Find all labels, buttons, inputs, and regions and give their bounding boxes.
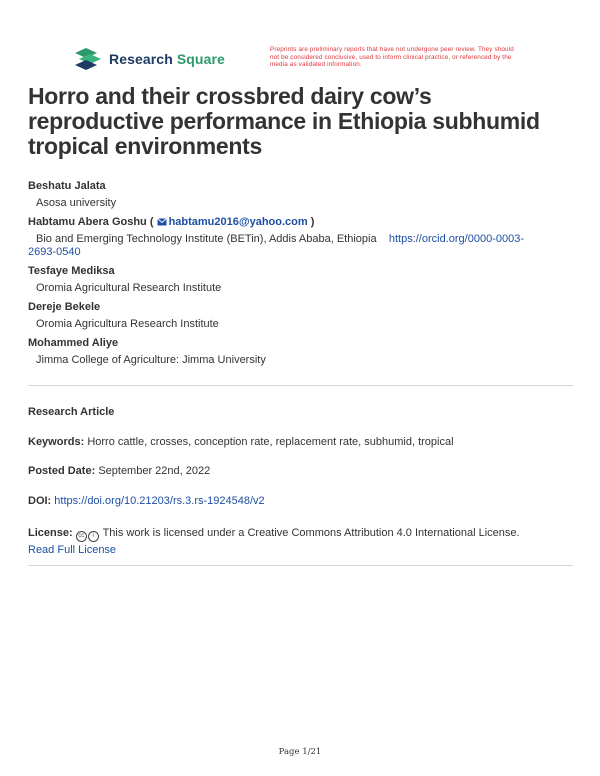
keywords-line: Keywords: Horro cattle, crosses, conception rate, replacement rate, subhumid, tropical [28,436,454,448]
author-affiliation: Jimma College of Agriculture: Jimma University [36,354,266,366]
cc-icon: cc [76,531,87,542]
author-name: Beshatu Jalata [28,180,106,192]
read-license-link[interactable]: Read Full License [28,544,117,556]
paper-title: Horro and their crossbred dairy cow’s reproductive performance in Ethiopia subhumid tropical environments [28,83,540,159]
research-square-logo[interactable] [73,44,225,74]
author-affiliation: Oromia Agricultural Research Institute [36,282,222,294]
article-type: Research Article [28,406,115,418]
author-affiliation: Bio and Emerging Technology Institute (BETin), Addis Ababa, Ethiopia https://orcid.org/0000-0003- 2693-0540 [28,233,524,258]
author-name: Tesfaye Mediksa [28,265,115,277]
author-email-link[interactable]: habtamu2016@yahoo.com [157,216,308,228]
logo-wordmark: Research Square [109,51,225,67]
posted-date-line: Posted Date: September 22nd, 2022 [28,465,211,477]
page-number: Page 1/21 [278,747,322,757]
attribution-icon: i [88,531,99,542]
section-divider [28,385,573,386]
author-name: Habtamu Abera Goshu ( habtamu2016@yahoo.com ) [28,216,315,228]
author-name: Dereje Bekele [28,301,101,313]
doi-line: DOI: https://doi.org/10.21203/rs.3.rs-1924548/v2 [28,495,265,507]
envelope-icon [157,218,167,226]
section-divider [28,565,573,566]
doi-link[interactable]: https://doi.org/10.21203/rs.3.rs-1924548/v2 [54,495,265,507]
research-square-logo-icon [73,44,103,74]
author-affiliation: Asosa university [36,197,117,209]
author-name: Mohammed Aliye [28,337,119,349]
orcid-link-continued[interactable]: 2693-0540 [28,246,81,258]
author-list [28,180,573,373]
license-line: License: cc i This work is licensed under a Creative Commons Attribution 4.0 International License. Read Full License [28,527,520,556]
author-affiliation: Oromia Agricultura Research Institute [36,318,219,330]
orcid-link[interactable]: https://orcid.org/0000-0003- [388,233,524,245]
preprint-notice: Preprints are preliminary reports that have not undergone peer review. They should not be considered conclusive, used to inform clinical practice, or referenced by the media as validated information. [270,46,514,69]
